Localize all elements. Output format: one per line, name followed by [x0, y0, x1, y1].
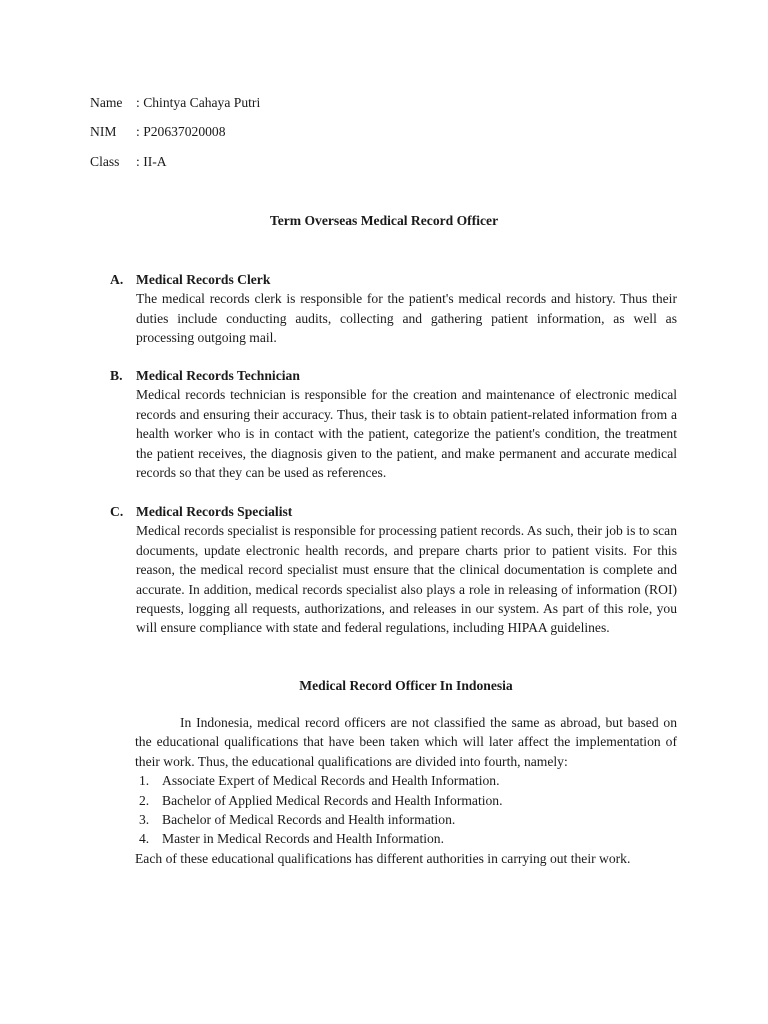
- section-title: [110, 270, 677, 289]
- section-title-text: Medical Records Clerk: [136, 272, 271, 287]
- section-title-text: Medical Records Technician: [136, 368, 300, 383]
- section-body: The medical records clerk is responsible for the patient's medical records and history. Thus their duties include conducting audits, collecting and gathering patient information, as well as processing outgoing mail.: [136, 291, 677, 346]
- section-medical-records-clerk: [110, 270, 677, 348]
- section-title-text: Medical Records Specialist: [136, 504, 293, 519]
- student-nim-row: [90, 122, 226, 142]
- list-item: [135, 810, 677, 829]
- list-number: 3.: [139, 812, 150, 828]
- list-text: Master in Medical Records and Health Information.: [162, 831, 444, 847]
- list-number: 2.: [139, 792, 150, 808]
- indonesia-intro-paragraph: In Indonesia, medical record officers are not classified the same as abroad, but based on the educational qualifications that have been taken which will later affect the implementation of their work. Thus, the educational qualifications are divided into fourth, namely:: [135, 715, 677, 769]
- section-title: [110, 502, 677, 521]
- nim-label: NIM: [90, 124, 117, 139]
- indonesia-heading: Medical Record Officer In Indonesia: [299, 678, 513, 693]
- section-medical-records-technician: [110, 366, 677, 482]
- indonesia-section: [135, 713, 677, 868]
- list-item: [135, 829, 677, 848]
- class-label: Class: [90, 154, 120, 169]
- class-value: : II-A: [136, 154, 167, 169]
- section-title: [110, 366, 677, 385]
- list-item: [135, 791, 677, 810]
- section-medical-records-specialist: [110, 502, 677, 638]
- list-text: Associate Expert of Medical Records and Health Information.: [162, 773, 500, 789]
- nim-value: : P20637020008: [136, 124, 226, 139]
- list-text: Bachelor of Medical Records and Health information.: [162, 812, 456, 828]
- qualification-list: [135, 771, 677, 849]
- list-text: Bachelor of Applied Medical Records and Health Information.: [162, 792, 503, 808]
- section-letter: C.: [110, 504, 124, 519]
- document-title: Term Overseas Medical Record Officer: [269, 213, 499, 228]
- list-item: [135, 771, 677, 790]
- list-number: 1.: [139, 773, 150, 789]
- section-letter: A.: [110, 272, 124, 287]
- closing-paragraph: Each of these educational qualifications has different authorities in carrying out their work.: [135, 850, 631, 866]
- section-body: Medical records specialist is responsible for processing patient records. As such, their job is to scan documents, update electronic health records, and prepare charts prior to patient visits. For this reason, the medical record specialist must ensure that the clinical documentation is complete and accurate. In addition, medical records specialist also plays a role in releasing of information (ROI) requests, logging all requests, authorizations, and releases in our system. As part of this role, you will ensure compliance with state and federal regulations, including HIPAA guidelines.: [136, 523, 677, 636]
- list-number: 4.: [139, 831, 150, 847]
- student-class-row: [90, 152, 167, 172]
- name-value: : Chintya Cahaya Putri: [136, 95, 260, 110]
- student-name-row: [90, 93, 260, 113]
- section-letter: B.: [110, 368, 123, 383]
- name-label: Name: [90, 95, 123, 110]
- section-body: Medical records technician is responsible for the creation and maintenance of electronic medical records and ensuring their accuracy. Thus, their task is to obtain patient-related information from a health worker who is in contact with the patient, categorize the patient's condition, the treatment the patient receives, the diagnosis given to the patient, and make permanent and accurate medical records so that they can be used as references.: [136, 387, 677, 481]
